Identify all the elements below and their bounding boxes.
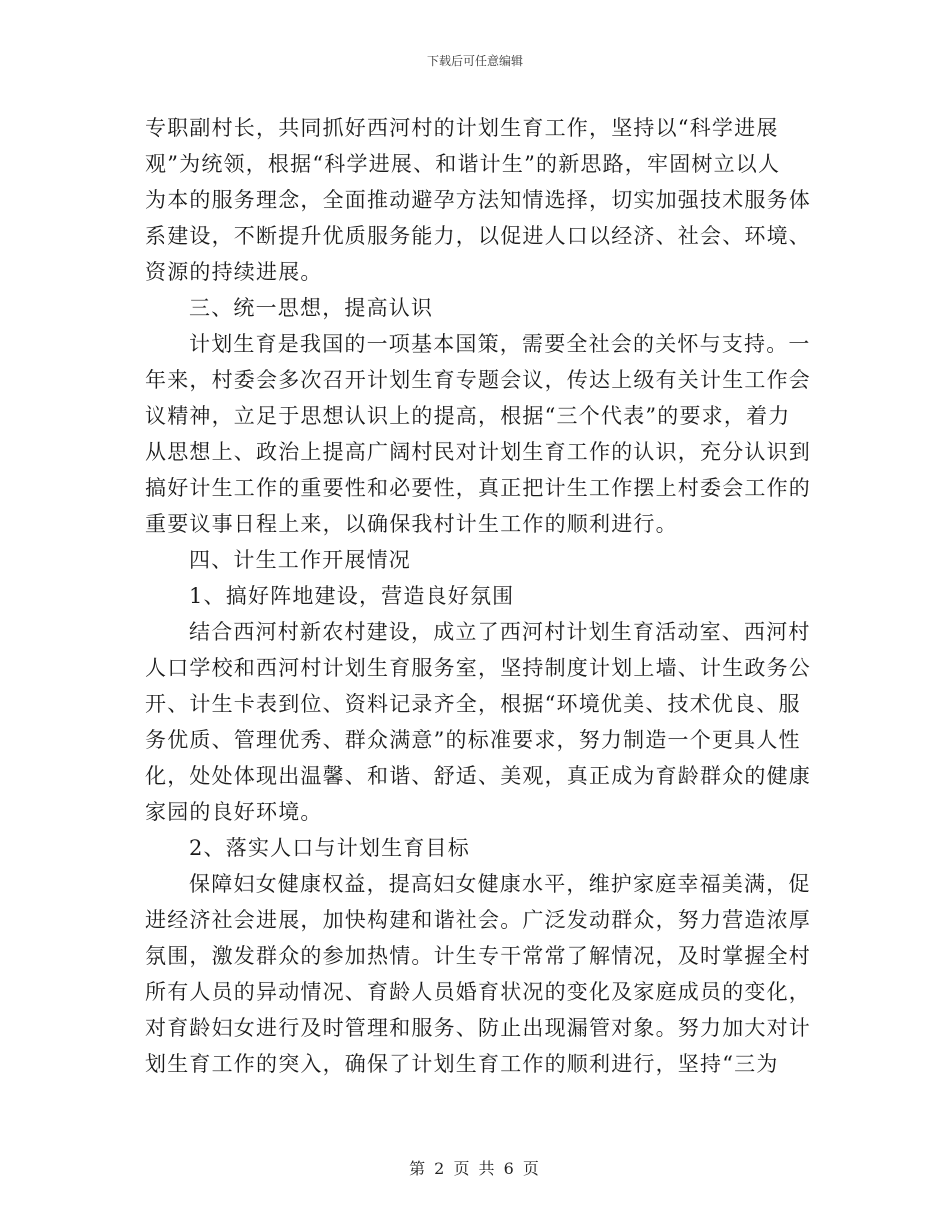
text-line: 系建设，不断提升优质服务能力，以促进人口以经济、社会、环境、 <box>145 224 811 248</box>
text-line: 观”为统领，根据“科学进展、和谐计生”的新思路，牢固树立以人 <box>145 152 781 176</box>
text-line: 重要议事日程上来，以确保我村计生工作的顺利进行。 <box>145 512 678 536</box>
text-line: 划生育工作的突入，确保了计划生育工作的顺利进行，坚持“三为 <box>145 1052 779 1076</box>
text-line: 所有人员的异动情况、育龄人员婚育状况的变化及家庭成员的变化， <box>145 980 811 1004</box>
text-line: 进经济社会进展，加快构建和谐社会。广泛发动群众，努力营造浓厚 <box>145 908 811 932</box>
text-line: 三、统一思想，提高认识 <box>189 296 434 320</box>
text-line: 搞好计生工作的重要性和必要性，真正把计生工作摆上村委会工作的 <box>145 476 811 500</box>
text-line: 四、计生工作开展情况 <box>189 548 411 572</box>
text-line: 氛围，激发群众的参加热情。计生专干常常了解情况，及时掌握全村 <box>145 944 811 968</box>
text-line: 结合西河村新农村建设，成立了西河村计划生育活动室、西河村 <box>189 620 811 644</box>
text-line: 年来，村委会多次召开计划生育专题会议，传达上级有关计生工作会 <box>145 368 811 392</box>
text-line: 从思想上、政治上提高广阔村民对计划生育工作的认识，充分认识到 <box>145 440 811 464</box>
text-line: 开、计生卡表到位、资料记录齐全，根据“环境优美、技术优良、服 <box>145 692 801 716</box>
text-line: 家园的良好环境。 <box>145 800 323 824</box>
text-line: 对育龄妇女进行及时管理和服务、防止出现漏管对象。努力加大对计 <box>145 1016 811 1040</box>
text-line: 2、落实人口与计划生育目标 <box>189 836 470 860</box>
text-line: 计划生育是我国的一项基本国策，需要全社会的关怀与支持。一 <box>189 332 811 356</box>
text-line: 专职副村长，共同抓好西河村的计划生育工作，坚持以“科学进展 <box>145 116 779 140</box>
document-body <box>145 110 811 1082</box>
text-line: 化，处处体现出温馨、和谐、舒适、美观，真正成为育龄群众的健康 <box>145 764 811 788</box>
page-footer: 第 2 页 共 6 页 <box>409 1159 541 1178</box>
text-line: 为本的服务理念，全面推动避孕方法知情选择，切实加强技术服务体 <box>145 188 811 212</box>
text-line: 1、搞好阵地建设，营造良好氛围 <box>189 584 515 608</box>
text-line: 人口学校和西河村计划生育服务室，坚持制度计划上墙、计生政务公 <box>145 656 811 680</box>
text-line: 议精神，立足于思想认识上的提高，根据“三个代表”的要求，着力 <box>145 404 791 428</box>
text-line: 资源的持续进展。 <box>145 260 323 284</box>
text-line: 保障妇女健康权益，提高妇女健康水平，维护家庭幸福美满，促 <box>189 872 811 896</box>
page-header: 下载后可任意编辑 <box>426 54 523 68</box>
text-line: 务优质、管理优秀、群众满意”的标准要求，努力制造一个更具人性 <box>145 728 801 752</box>
